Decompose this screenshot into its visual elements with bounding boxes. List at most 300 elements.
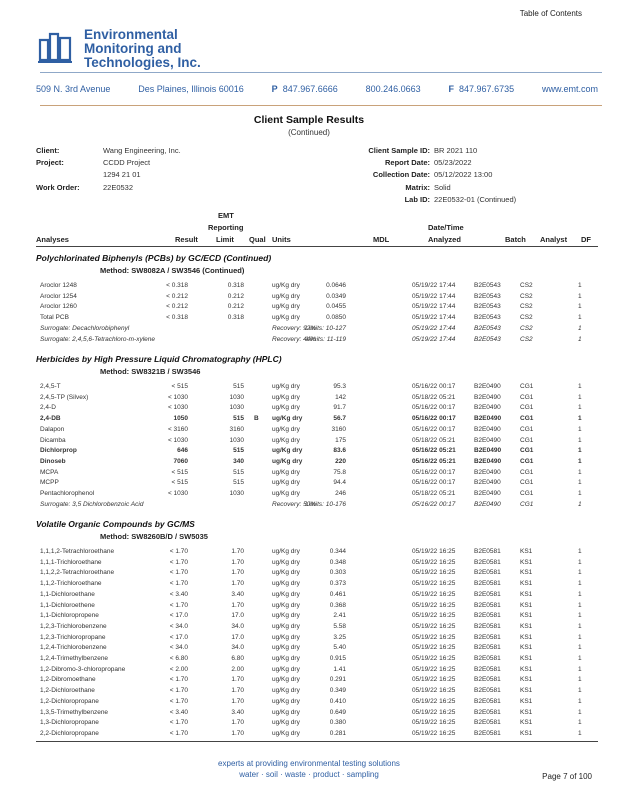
cell-b: B2E0543: [474, 282, 501, 289]
table-row: [0, 709, 618, 719]
cell-b: B2E0543: [474, 292, 501, 300]
cell-d: 05/19/22 17:44: [412, 303, 456, 311]
cell-r: 1050: [173, 415, 188, 423]
cell-b: B2E0490: [474, 447, 502, 455]
cell-a: 1,1-Dichloroethane: [40, 590, 95, 598]
cell-l: 1.70: [231, 719, 244, 727]
cell-a: MCPP: [40, 479, 59, 487]
cell-a: 1,1,1-Trichloroethane: [40, 558, 102, 566]
cell-a: 1,1,2-Trichloroethane: [40, 580, 102, 588]
cell-l: 515: [233, 447, 244, 455]
cell-df: 1: [578, 457, 582, 465]
emt-logo-icon: [36, 30, 76, 68]
cell-b: B2E0490: [474, 457, 502, 465]
cell-r: < 1.70: [169, 558, 188, 566]
cell-a: 1,3-Dichloropropane: [40, 719, 99, 727]
cell-r: < 1030: [167, 404, 188, 412]
cell-m: 0.349: [329, 687, 346, 695]
cell-l: 1.70: [231, 580, 244, 588]
cell-df: 1: [578, 468, 582, 476]
table-row: [0, 634, 618, 644]
cell-a: 1,1-Dichloropropene: [40, 612, 99, 620]
website-link[interactable]: www.emt.com: [541, 84, 598, 94]
cell-d: 05/16/22 00:17: [412, 383, 456, 390]
cell-a: Surrogate: 3,5 Dichlorobenzoic Acid: [40, 500, 144, 508]
page-number: Page 7 of 100: [542, 772, 592, 781]
cell-m: 0.368: [329, 601, 346, 609]
cell-u: ug/Kg dry: [272, 282, 300, 289]
cell-an: KS1: [520, 580, 533, 588]
cell-u: ug/Kg dry: [272, 415, 303, 423]
cell-m: 94.4: [333, 479, 346, 487]
cell-df: 1: [578, 655, 582, 662]
cell-d: 05/19/22 16:25: [412, 655, 456, 662]
table-row: [0, 559, 618, 569]
cell-a: Dicamba: [40, 436, 66, 444]
cell-r: < 6.80: [169, 655, 188, 662]
table-row: [0, 569, 618, 579]
cell-a: 1,3,5-Trimethylbenzene: [40, 708, 109, 716]
cell-m: 75.8: [333, 468, 346, 476]
cell-b: B2E0490: [474, 500, 501, 508]
cell-df: 1: [578, 447, 582, 455]
cell-l: 0.318: [227, 282, 244, 289]
cell-d: 05/16/22 00:17: [412, 500, 456, 508]
cell-q: B: [254, 415, 259, 423]
table-of-contents-link[interactable]: Table of Contents: [519, 9, 582, 18]
cell-df: 1: [578, 708, 582, 716]
cell-b: B2E0581: [474, 665, 501, 673]
cell-u: ug/Kg dry: [272, 687, 300, 695]
cell-df: 1: [578, 548, 582, 555]
cell-m: 0.461: [329, 590, 346, 598]
cell-l: 34.0: [231, 622, 244, 630]
cell-d: 05/19/22 16:25: [412, 697, 456, 705]
cell-df: 1: [578, 558, 582, 566]
cell-b: B2E0581: [474, 708, 501, 716]
cell-df: 1: [578, 314, 582, 322]
address-bar: 509 N. 3rd Avenue Des Plaines, Illinois 60016 P 847.967.6666 800.246.0663 F 847.967.6735 www.emt.com: [36, 84, 598, 94]
cell-b: B2E0490: [474, 436, 501, 444]
cell-u: ug/Kg dry: [272, 655, 300, 662]
cell-an: KS1: [520, 655, 533, 662]
cell-m: 91.7: [333, 404, 346, 412]
cell-a: 1,2,4-Trimethylbenzene: [40, 655, 109, 662]
cell-df: 1: [578, 425, 582, 433]
cell-a: Aroclor 1260: [40, 303, 77, 311]
cell-m: 1.41: [333, 665, 346, 673]
table-row: [0, 458, 618, 468]
cell-d: 05/19/22 16:25: [412, 601, 456, 609]
cell-m: 220: [335, 457, 346, 465]
cell-an: KS1: [520, 676, 533, 684]
cell-d: 05/19/22 17:44: [412, 292, 456, 300]
cell-a: Surrogate: Decachlorobiphenyl: [40, 324, 130, 332]
table-row: [0, 612, 618, 622]
cell-b: B2E0490: [474, 393, 501, 401]
cell-df: 1: [578, 479, 582, 487]
cell-r: < 1030: [167, 490, 188, 497]
cell-a: 1,2,4-Trichlorobenzene: [40, 644, 107, 652]
cell-a: 1,2-Dibromoethane: [40, 676, 96, 684]
cell-df: 1: [578, 633, 582, 641]
cell-r: < 17.0: [169, 633, 188, 641]
cell-u: ug/Kg dry: [272, 447, 303, 455]
cell-df: 1: [578, 404, 582, 412]
cell-m: 0.0455: [326, 303, 346, 311]
cell-r: < 1.70: [169, 729, 188, 737]
cell-u: ug/Kg dry: [272, 457, 303, 465]
cell-m: 3.25: [333, 633, 346, 641]
table-row: [0, 591, 618, 601]
cell-a: 1,2-Dichloroethane: [40, 687, 95, 695]
cell-b: B2E0581: [474, 687, 501, 695]
cell-r: < 3160: [167, 425, 188, 433]
cell-r: < 2.00: [169, 665, 188, 673]
cell-a: Dalapon: [40, 425, 65, 433]
cell-l: 1030: [229, 404, 244, 412]
cell-b: B2E0490: [474, 490, 501, 497]
cell-df: 1: [578, 324, 582, 332]
cell-b: B2E0490: [474, 415, 502, 423]
cell-df: 1: [578, 303, 582, 311]
cell-d: 05/16/22 00:17: [412, 425, 456, 433]
cell-m: 142: [335, 393, 346, 401]
cell-m: 0.410: [329, 697, 346, 705]
cell-a: 1,1,2,2-Tetrachloroethane: [40, 569, 115, 577]
table-row: [0, 314, 618, 324]
cell-l: 1.70: [231, 548, 244, 555]
cell-an: CS2: [520, 303, 533, 311]
cell-d: 05/16/22 05:21: [412, 447, 456, 455]
cell-r: < 3.40: [169, 708, 188, 716]
cell-l: 1.70: [231, 729, 244, 737]
table-row: [0, 303, 618, 313]
cell-m: 0.281: [329, 729, 346, 737]
cell-r: < 0.212: [166, 303, 188, 311]
cell-l: 3160: [229, 425, 244, 433]
cell-l: 1030: [229, 393, 244, 401]
cell-u: ug/Kg dry: [272, 292, 300, 300]
cell-a: 1,2-Dibromo-3-chloropropane: [40, 665, 126, 673]
cell-b: B2E0581: [474, 622, 501, 630]
cell-d: 05/18/22 05:21: [412, 393, 456, 401]
cell-m: 95.3: [333, 383, 346, 390]
cell-r: < 1030: [167, 393, 188, 401]
cell-m: 2.41: [333, 612, 346, 620]
cell-d: 05/19/22 16:25: [412, 558, 456, 566]
cell-l: 0.318: [227, 314, 244, 322]
cell-an: CG1: [520, 468, 534, 476]
cell-d: 05/19/22 16:25: [412, 687, 456, 695]
cell-an: KS1: [520, 548, 533, 555]
cell-a: Total PCB: [40, 314, 69, 322]
cell-u: ug/Kg dry: [272, 548, 300, 555]
cell-df: 1: [578, 383, 582, 390]
page-subtitle: (Continued): [288, 128, 330, 137]
cell-df: 1: [578, 490, 582, 497]
cell-d: 05/19/22 17:44: [412, 314, 456, 322]
cell-df: 1: [578, 687, 582, 695]
cell-l: 515: [233, 415, 244, 423]
cell-b: B2E0490: [474, 479, 501, 487]
table-row: [0, 415, 618, 425]
table-row: [0, 490, 618, 500]
cell-d: 05/18/22 05:21: [412, 436, 456, 444]
cell-m: 0.373: [329, 580, 346, 588]
cell-d: 05/19/22 16:25: [412, 719, 456, 727]
cell-r: < 515: [171, 468, 188, 476]
cell-m: 0.291: [329, 676, 346, 684]
table-row: [0, 437, 618, 447]
table-row: [0, 469, 618, 479]
cell-an: KS1: [520, 590, 533, 598]
cell-r: < 0.318: [166, 314, 188, 322]
cell-l: 0.212: [227, 303, 244, 311]
cell-r: < 1030: [167, 436, 188, 444]
cell-l: 2.00: [231, 665, 244, 673]
cell-an: CS2: [520, 282, 533, 289]
cell-an: CG1: [520, 393, 534, 401]
cell-an: CG1: [520, 447, 534, 455]
cell-r: < 1.70: [169, 687, 188, 695]
cell-m: 0.0850: [326, 314, 346, 322]
cell-l: 515: [233, 479, 244, 487]
cell-df: 1: [578, 292, 582, 300]
cell-l: 17.0: [231, 633, 244, 641]
cell-d: 05/16/22 00:17: [412, 468, 456, 476]
cell-df: 1: [578, 415, 582, 423]
cell-b: B2E0543: [474, 324, 501, 332]
cell-u: ug/Kg dry: [272, 580, 300, 588]
cell-r: < 1.70: [169, 569, 188, 577]
cell-u: ug/Kg dry: [272, 569, 300, 577]
cell-an: CS2: [520, 335, 533, 343]
cell-an: CS2: [520, 292, 533, 300]
cell-an: KS1: [520, 622, 533, 630]
cell-d: 05/19/22 16:25: [412, 644, 456, 652]
cell-a: 1,1,1,2-Tetrachloroethane: [40, 548, 115, 555]
cell-r: < 34.0: [169, 622, 188, 630]
cell-b: B2E0581: [474, 697, 501, 705]
cell-u: Recovery: 44%: [272, 335, 317, 343]
cell-m: 0.0646: [326, 282, 346, 289]
cell-m: 0.303: [329, 569, 346, 577]
cell-r: < 1.70: [169, 719, 188, 727]
table-row: [0, 447, 618, 457]
cell-u: ug/Kg dry: [272, 676, 300, 684]
cell-d: 05/19/22 16:25: [412, 548, 456, 555]
cell-an: KS1: [520, 697, 533, 705]
cell-a: Aroclor 1248: [40, 282, 77, 289]
cell-df: 1: [578, 580, 582, 588]
cell-a: 1,1-Dichloroethene: [40, 601, 95, 609]
cell-a: Pentachlorophenol: [40, 490, 95, 497]
cell-l: 17.0: [231, 612, 244, 620]
address-divider: [40, 105, 602, 106]
cell-a: 2,4,5-T: [40, 383, 61, 390]
cell-m: Limits: 11-119: [306, 335, 346, 343]
cell-b: B2E0581: [474, 655, 501, 662]
cell-u: ug/Kg dry: [272, 490, 300, 497]
cell-b: B2E0581: [474, 569, 501, 577]
cell-d: 05/19/22 17:44: [412, 335, 456, 343]
cell-m: Limits: 10-127: [305, 324, 346, 332]
cell-an: CS2: [520, 314, 533, 322]
cell-r: < 515: [171, 479, 188, 487]
cell-a: Aroclor 1254: [40, 292, 77, 300]
cell-l: 3.40: [231, 708, 244, 716]
cell-b: B2E0581: [474, 580, 501, 588]
table-row: [0, 325, 618, 335]
table-row: [0, 336, 618, 346]
section-title: Herbicides by High Pressure Liquid Chromatography (HPLC): [36, 354, 282, 364]
cell-u: ug/Kg dry: [272, 404, 300, 412]
company-name: Environmental Monitoring and Technologies, Inc.: [84, 27, 201, 70]
cell-l: 1030: [229, 436, 244, 444]
table-row: [0, 623, 618, 633]
cell-m: 56.7: [333, 415, 346, 423]
cell-an: KS1: [520, 558, 533, 566]
cell-df: 1: [578, 282, 582, 289]
cell-l: 1030: [229, 490, 244, 497]
cell-l: 1.70: [231, 697, 244, 705]
cell-a: 2,2-Dichloropropane: [40, 729, 99, 737]
cell-b: B2E0581: [474, 601, 501, 609]
cell-df: 1: [578, 335, 582, 343]
cell-d: 05/16/22 00:17: [412, 479, 456, 487]
table-row: [0, 666, 618, 676]
cell-a: Dichlorprop: [40, 447, 77, 455]
cell-df: 1: [578, 436, 582, 444]
cell-d: 05/16/22 00:17: [412, 404, 456, 412]
cell-r: < 515: [171, 383, 188, 390]
cell-l: 1.70: [231, 601, 244, 609]
cell-l: 1.70: [231, 687, 244, 695]
cell-u: Recovery: 92%: [272, 324, 317, 332]
cell-an: KS1: [520, 729, 533, 737]
cell-r: < 1.70: [169, 697, 188, 705]
cell-df: 1: [578, 393, 582, 401]
cell-an: CG1: [520, 436, 534, 444]
cell-a: MCPA: [40, 468, 59, 476]
cell-l: 515: [233, 468, 244, 476]
cell-an: KS1: [520, 633, 533, 641]
section-title: Polychlorinated Biphenyls (PCBs) by GC/ECD (Continued): [36, 253, 272, 263]
table-row: [0, 282, 618, 292]
cell-l: 515: [233, 383, 244, 390]
header-rule: [36, 246, 598, 247]
cell-r: 646: [177, 447, 188, 455]
table-row: [0, 719, 618, 729]
cell-u: ug/Kg dry: [272, 479, 300, 487]
cell-m: 0.348: [329, 558, 346, 566]
table-row: [0, 602, 618, 612]
cell-m: 0.380: [329, 719, 346, 727]
footer-tagline: experts at providing environmental testing solutions: [218, 759, 400, 768]
cell-an: CG1: [520, 415, 534, 423]
cell-m: Limits: 10-176: [305, 500, 346, 508]
cell-an: CG1: [520, 490, 534, 497]
cell-u: ug/Kg dry: [272, 383, 300, 390]
cell-b: B2E0581: [474, 676, 501, 684]
cell-an: CG1: [520, 383, 534, 390]
cell-an: KS1: [520, 569, 533, 577]
header-divider: [40, 72, 602, 73]
cell-df: 1: [578, 676, 582, 684]
cell-an: CS2: [520, 324, 533, 332]
cell-u: ug/Kg dry: [272, 697, 300, 705]
cell-u: ug/Kg dry: [272, 303, 300, 311]
cell-d: 05/19/22 17:44: [412, 282, 456, 289]
cell-an: KS1: [520, 708, 533, 716]
cell-l: 3.40: [231, 590, 244, 598]
cell-b: B2E0490: [474, 468, 501, 476]
table-row: [0, 501, 618, 511]
cell-df: 1: [578, 719, 582, 727]
cell-u: ug/Kg dry: [272, 601, 300, 609]
cell-a: 2,4-D: [40, 404, 56, 412]
cell-a: 1,2,3-Trichlorobenzene: [40, 622, 107, 630]
cell-b: B2E0581: [474, 633, 501, 641]
cell-b: B2E0543: [474, 314, 501, 322]
section-method: Method: SW8321B / SW3546: [100, 367, 201, 376]
table-row: [0, 293, 618, 303]
cell-d: 05/19/22 16:25: [412, 622, 456, 630]
cell-r: < 1.70: [169, 601, 188, 609]
cell-l: 1.70: [231, 558, 244, 566]
cell-u: ug/Kg dry: [272, 729, 300, 737]
cell-m: 0.649: [329, 708, 346, 716]
cell-b: B2E0581: [474, 590, 501, 598]
cell-d: 05/16/22 05:21: [412, 457, 456, 465]
cell-a: Dinoseb: [40, 457, 66, 465]
cell-d: 05/19/22 16:25: [412, 633, 456, 641]
cell-u: ug/Kg dry: [272, 612, 300, 620]
cell-b: B2E0543: [474, 335, 501, 343]
cell-r: < 1.70: [169, 548, 188, 555]
cell-m: 175: [335, 436, 346, 444]
cell-u: ug/Kg dry: [272, 425, 300, 433]
table-row: [0, 655, 618, 665]
cell-l: 1.70: [231, 676, 244, 684]
cell-u: ug/Kg dry: [272, 708, 300, 716]
cell-l: 1.70: [231, 569, 244, 577]
cell-m: 5.58: [333, 622, 346, 630]
cell-b: B2E0490: [474, 404, 501, 412]
cell-u: ug/Kg dry: [272, 436, 300, 444]
cell-df: 1: [578, 601, 582, 609]
cell-r: < 1.70: [169, 580, 188, 588]
cell-an: KS1: [520, 719, 533, 727]
cell-d: 05/19/22 16:25: [412, 612, 456, 620]
cell-u: ug/Kg dry: [272, 590, 300, 598]
table-row: [0, 548, 618, 558]
table-row: [0, 580, 618, 590]
cell-a: 2,4,5-TP (Silvex): [40, 393, 89, 401]
cell-a: 2,4-DB: [40, 415, 61, 423]
cell-u: ug/Kg dry: [272, 665, 300, 673]
cell-u: ug/Kg dry: [272, 468, 300, 476]
cell-d: 05/19/22 16:25: [412, 665, 456, 673]
table-row: [0, 383, 618, 393]
cell-an: KS1: [520, 612, 533, 620]
page-title: Client Sample Results: [253, 114, 365, 126]
cell-d: 05/19/22 16:25: [412, 708, 456, 716]
cell-df: 1: [578, 569, 582, 577]
cell-b: B2E0581: [474, 644, 501, 652]
cell-an: CG1: [520, 425, 534, 433]
